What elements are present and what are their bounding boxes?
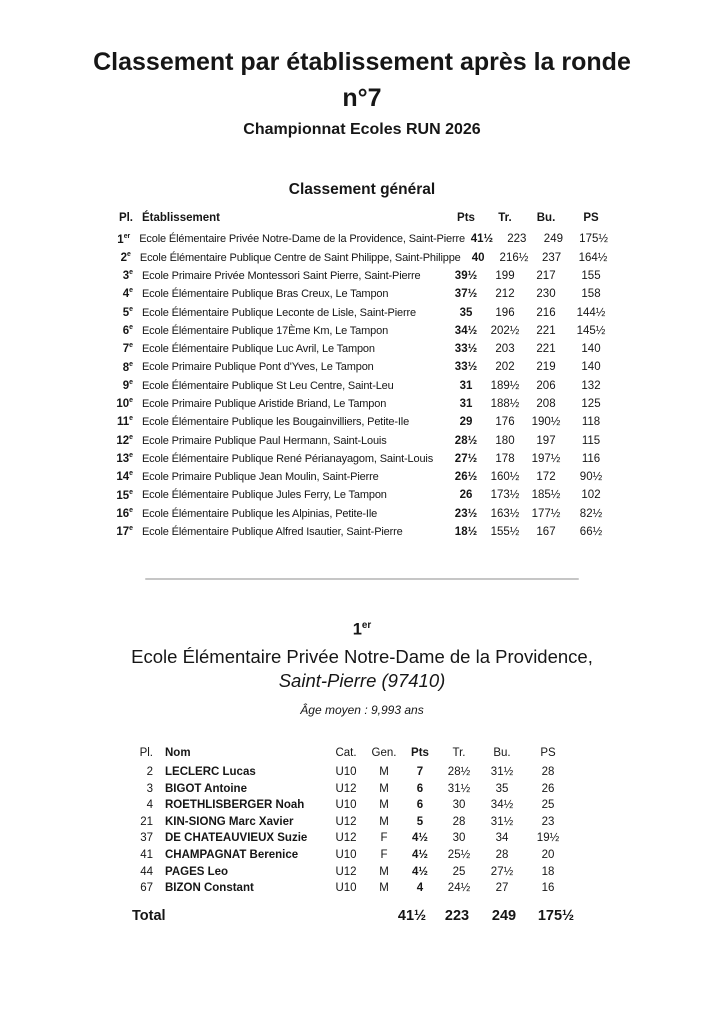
table-row <box>132 799 572 816</box>
table-row <box>107 306 615 324</box>
cell-establishment: Ecole Élémentaire Publique 17Ème Km, Le Tampon <box>142 324 389 337</box>
cell-place: 9e <box>122 378 133 392</box>
cell-name: LECLERC Lucas <box>165 766 256 779</box>
cell-tr: 212 <box>495 288 515 301</box>
cell-tr: 196 <box>495 306 515 319</box>
cell-place: 1er <box>117 232 131 246</box>
cell-name: DE CHATEAUVIEUX Suzie <box>165 832 308 845</box>
cell-place: 41 <box>140 849 153 862</box>
cell-bu: 197 <box>536 434 556 447</box>
cell-name: BIGOT Antoine <box>165 782 247 795</box>
cell-tr: 25½ <box>447 849 471 862</box>
cell-ps: 16 <box>541 882 555 895</box>
cell-place: 8e <box>122 360 133 374</box>
cell-bu: 34½ <box>490 799 514 812</box>
cell-place: 4e <box>122 287 133 301</box>
cell-place: 44 <box>140 865 153 878</box>
cell-ps: 19½ <box>536 832 560 845</box>
cell-category: U12 <box>335 815 357 828</box>
cell-ps: 115 <box>581 434 601 447</box>
table-row <box>107 415 615 433</box>
cell-tr: 202½ <box>490 324 520 337</box>
cell-ps: 164½ <box>578 251 608 264</box>
cell-bu: 34 <box>495 832 509 845</box>
cell-points: 4½ <box>412 849 428 862</box>
ordinal-suffix: e <box>129 525 133 533</box>
cell-ps: 90½ <box>579 471 603 484</box>
cell-name: BIZON Constant <box>165 882 254 895</box>
col-header-points: Pts <box>411 747 429 760</box>
ordinal-suffix: e <box>129 305 133 313</box>
cell-place: 17e <box>116 525 133 539</box>
table-row <box>107 324 615 342</box>
cell-tr: 188½ <box>490 398 520 410</box>
cell-ps: 18 <box>541 865 555 878</box>
ordinal-suffix: e <box>129 415 133 423</box>
cell-ps: 158 <box>581 288 601 301</box>
col-header-ps: PS <box>583 211 599 224</box>
cell-establishment: Ecole Élémentaire Privée Notre-Dame de la Providence, Saint-Pierre <box>139 233 465 246</box>
total-points: 41½ <box>397 907 427 924</box>
cell-category: U12 <box>335 782 357 795</box>
cell-tr: 163½ <box>490 507 520 520</box>
cell-ps: 20 <box>541 849 555 862</box>
ordinal-suffix: e <box>129 488 133 496</box>
cell-tr: 180 <box>495 434 515 447</box>
total-label: Total <box>132 907 166 924</box>
cell-points: 4½ <box>412 865 428 878</box>
cell-points: 31 <box>459 379 473 392</box>
cell-category: U10 <box>335 766 357 779</box>
cell-points: 26½ <box>454 471 478 484</box>
cell-tr: 30 <box>452 832 466 845</box>
cell-place: 21 <box>140 815 153 828</box>
cell-establishment: Ecole Élémentaire Publique Bras Creux, Le Tampon <box>142 288 389 301</box>
cell-establishment: Ecole Élémentaire Publique Centre de Saint Philippe, Saint-Philippe <box>139 251 461 264</box>
cell-points: 39½ <box>454 269 478 282</box>
section-divider <box>145 578 579 580</box>
table-row <box>107 379 615 397</box>
cell-establishment: Ecole Élémentaire Publique Alfred Isautier, Saint-Pierre <box>142 526 403 539</box>
ordinal-suffix: e <box>129 360 133 368</box>
cell-place: 13e <box>116 452 133 465</box>
cell-ps: 82½ <box>579 507 603 520</box>
cell-establishment: Ecole Élémentaire Publique les Bougainvilliers, Petite-Ile <box>142 416 410 429</box>
cell-category: U12 <box>335 865 357 878</box>
cell-gender: F <box>380 849 388 862</box>
cell-gender: F <box>380 832 388 845</box>
cell-bu: 185½ <box>531 489 561 502</box>
cell-tr: 28½ <box>447 766 471 779</box>
cell-ps: 102 <box>581 489 601 502</box>
cell-category: U10 <box>335 882 357 895</box>
cell-bu: 167 <box>536 526 556 539</box>
players-table <box>132 747 572 899</box>
cell-establishment: Ecole Élémentaire Publique René Périanayagom, Saint-Louis <box>142 452 434 465</box>
cell-bu: 35 <box>495 782 509 795</box>
general-ranking-title: Classement général <box>288 180 436 198</box>
cell-points: 27½ <box>454 452 478 465</box>
cell-ps: 23 <box>541 815 555 828</box>
table-row <box>107 269 615 287</box>
cell-bu: 190½ <box>531 416 561 429</box>
cell-points: 6 <box>416 799 424 812</box>
cell-place: 7e <box>122 342 133 356</box>
cell-tr: 28 <box>452 815 466 828</box>
cell-tr: 202 <box>495 361 515 374</box>
cell-bu: 217 <box>536 269 556 282</box>
ordinal-suffix: e <box>129 342 133 350</box>
table-row <box>107 342 615 360</box>
table-row <box>107 233 615 251</box>
table-row <box>132 849 572 866</box>
cell-points: 5 <box>416 815 424 828</box>
winner-school-name: Ecole Élémentaire Privée Notre-Dame de la Providence, <box>131 646 593 668</box>
cell-ps: 132 <box>581 379 601 392</box>
cell-tr: 176 <box>495 416 515 429</box>
cell-category: U10 <box>335 849 357 862</box>
cell-bu: 172 <box>536 471 556 484</box>
cell-establishment: Ecole Élémentaire Publique Leconte de Lisle, Saint-Pierre <box>142 306 416 319</box>
table-row <box>107 251 615 269</box>
cell-gender: M <box>379 882 389 895</box>
total-tr: 223 <box>444 907 470 924</box>
cell-points: 6 <box>416 782 424 795</box>
winner-section <box>0 620 724 718</box>
cell-bu: 27 <box>495 882 509 895</box>
cell-establishment: Ecole Primaire Publique Jean Moulin, Saint-Pierre <box>142 471 379 484</box>
cell-bu: 221 <box>536 343 556 356</box>
cell-gender: M <box>379 766 389 779</box>
cell-name: CHAMPAGNAT Berenice <box>165 849 299 862</box>
col-header-bu: Bu. <box>493 747 511 760</box>
cell-tr: 189½ <box>490 379 520 392</box>
table-header-row <box>107 212 615 233</box>
cell-tr: 223 <box>507 233 527 246</box>
total-row <box>132 908 584 924</box>
cell-bu: 28 <box>495 849 509 862</box>
ordinal-suffix: e <box>129 397 133 405</box>
cell-gender: M <box>379 815 389 828</box>
cell-gender: M <box>379 799 389 812</box>
cell-ps: 140 <box>581 361 601 374</box>
cell-tr: 178 <box>495 452 515 465</box>
cell-place: 2e <box>120 250 131 264</box>
table-row <box>107 287 615 305</box>
table-row <box>107 507 615 525</box>
cell-establishment: Ecole Primaire Publique Paul Hermann, Saint-Louis <box>142 434 387 447</box>
ordinal-suffix: e <box>129 452 133 460</box>
cell-establishment: Ecole Élémentaire Publique Jules Ferry, Le Tampon <box>142 489 387 502</box>
cell-place: 14e <box>116 470 133 484</box>
cell-points: 37½ <box>454 288 478 301</box>
cell-name: PAGES Leo <box>165 865 229 878</box>
cell-tr: 160½ <box>490 471 520 484</box>
col-header-ps: PS <box>540 747 556 760</box>
cell-place: 5e <box>122 305 133 319</box>
cell-gender: M <box>379 782 389 795</box>
table-row <box>107 489 615 507</box>
cell-points: 29 <box>459 416 473 429</box>
cell-category: U10 <box>335 799 357 812</box>
cell-points: 26 <box>459 489 473 502</box>
col-header-gender: Gen. <box>371 747 397 760</box>
page-title: Classement par établissement après la ronde n°7 <box>93 48 631 113</box>
cell-ps: 116 <box>581 452 601 465</box>
cell-bu: 216 <box>536 306 556 319</box>
cell-points: 4 <box>416 882 424 895</box>
col-header-category: Cat. <box>335 747 357 760</box>
ordinal-suffix: e <box>129 269 133 277</box>
cell-points: 35 <box>459 306 473 319</box>
cell-tr: 31½ <box>447 782 471 795</box>
cell-place: 11e <box>116 415 133 429</box>
winner-average-age: Âge moyen : 9,993 ans <box>300 703 424 718</box>
cell-points: 4½ <box>412 832 428 845</box>
table-row <box>132 866 572 883</box>
col-header-place: Pl. <box>139 747 153 760</box>
cell-ps: 125 <box>581 398 601 410</box>
ordinal-suffix: e <box>129 506 133 514</box>
cell-bu: 206 <box>536 379 556 392</box>
table-row <box>107 397 615 415</box>
table-row <box>132 816 572 833</box>
ordinal-suffix: e <box>127 250 131 258</box>
table-row <box>132 783 572 800</box>
table-row <box>107 434 615 452</box>
table-row <box>107 361 615 379</box>
total-ps: 175½ <box>537 907 575 924</box>
cell-ps: 26 <box>541 782 555 795</box>
general-ranking-table <box>107 212 615 544</box>
cell-tr: 203 <box>495 343 515 356</box>
table-header-row <box>132 747 572 766</box>
cell-establishment: Ecole Élémentaire Publique St Leu Centre, Saint-Leu <box>142 379 394 392</box>
cell-place: 16e <box>116 506 133 520</box>
table-row <box>132 766 572 783</box>
cell-points: 31 <box>459 398 473 410</box>
cell-place: 10e <box>116 397 133 410</box>
cell-place: 15e <box>116 488 133 502</box>
cell-ps: 155 <box>581 269 601 282</box>
cell-place: 3e <box>122 269 133 282</box>
col-header-name: Nom <box>165 747 191 760</box>
cell-points: 41½ <box>470 233 494 246</box>
page-subtitle: Championnat Ecoles RUN 2026 <box>243 120 481 138</box>
cell-tr: 25 <box>452 865 466 878</box>
cell-tr: 216½ <box>499 251 529 264</box>
cell-bu: 31½ <box>490 766 514 779</box>
cell-name: KIN-SIONG Marc Xavier <box>165 815 294 828</box>
cell-place: 4 <box>146 799 153 812</box>
table-row <box>107 525 615 543</box>
cell-bu: 197½ <box>531 452 561 465</box>
total-bu: 249 <box>491 907 517 924</box>
cell-establishment: Ecole Élémentaire Publique les Alpinias, Petite-Ile <box>142 507 378 520</box>
cell-bu: 219 <box>536 361 556 374</box>
cell-ps: 140 <box>581 343 601 356</box>
cell-bu: 230 <box>536 288 556 301</box>
col-header-place: Pl. <box>118 211 133 224</box>
ordinal-suffix: er <box>123 232 131 240</box>
cell-points: 28½ <box>454 434 478 447</box>
cell-establishment: Ecole Primaire Publique Aristide Briand, Le Tampon <box>142 398 387 410</box>
cell-ps: 66½ <box>579 526 603 539</box>
cell-ps: 144½ <box>576 306 606 319</box>
cell-bu: 208 <box>536 398 556 410</box>
cell-place: 67 <box>140 882 153 895</box>
cell-bu: 237 <box>542 251 562 264</box>
cell-establishment: Ecole Élémentaire Publique Luc Avril, Le Tampon <box>142 343 375 356</box>
cell-tr: 173½ <box>490 489 520 502</box>
table-row <box>132 832 572 849</box>
cell-name: ROETHLISBERGER Noah <box>165 799 305 812</box>
ordinal-suffix: e <box>129 470 133 478</box>
table-row <box>107 470 615 488</box>
ordinal-suffix: e <box>129 378 133 386</box>
col-header-establishment: Établissement <box>142 211 220 224</box>
cell-place: 2 <box>146 766 153 779</box>
ordinal-suffix: e <box>129 433 133 441</box>
table-row <box>132 882 572 899</box>
cell-establishment: Ecole Primaire Privée Montessori Saint Pierre, Saint-Pierre <box>142 269 421 282</box>
cell-tr: 24½ <box>447 882 471 895</box>
winner-place: 1er <box>352 619 372 639</box>
cell-ps: 145½ <box>576 324 606 337</box>
cell-ps: 25 <box>541 799 555 812</box>
cell-bu: 31½ <box>490 815 514 828</box>
cell-place: 12e <box>116 433 133 447</box>
cell-gender: M <box>379 865 389 878</box>
table-row <box>107 452 615 470</box>
col-header-tr: Tr. <box>452 747 466 760</box>
cell-points: 18½ <box>454 526 478 539</box>
cell-tr: 199 <box>495 269 515 282</box>
cell-points: 33½ <box>454 361 478 374</box>
cell-tr: 30 <box>452 799 466 812</box>
col-header-tr: Tr. <box>498 211 512 224</box>
cell-bu: 27½ <box>490 865 514 878</box>
cell-ps: 28 <box>541 766 555 779</box>
cell-points: 7 <box>416 766 424 779</box>
cell-points: 40 <box>471 251 485 264</box>
ordinal-suffix: e <box>129 323 133 331</box>
cell-points: 34½ <box>454 324 478 337</box>
cell-place: 3 <box>146 782 153 795</box>
cell-points: 33½ <box>454 343 478 356</box>
cell-ps: 175½ <box>579 233 608 246</box>
winner-school-location: Saint-Pierre (97410) <box>278 670 446 692</box>
cell-category: U12 <box>335 832 357 845</box>
col-header-points: Pts <box>457 211 475 224</box>
ordinal-suffix: er <box>361 619 372 631</box>
cell-bu: 221 <box>536 324 556 337</box>
cell-bu: 249 <box>543 233 563 246</box>
cell-tr: 155½ <box>490 526 520 539</box>
ordinal-suffix: e <box>129 287 133 295</box>
cell-establishment: Ecole Primaire Publique Pont d'Yves, Le Tampon <box>142 361 374 374</box>
cell-bu: 177½ <box>531 507 561 520</box>
cell-ps: 118 <box>581 416 601 429</box>
col-header-bu: Bu. <box>536 211 556 224</box>
cell-place: 6e <box>122 323 133 337</box>
cell-points: 23½ <box>454 507 478 520</box>
cell-place: 37 <box>140 832 153 845</box>
